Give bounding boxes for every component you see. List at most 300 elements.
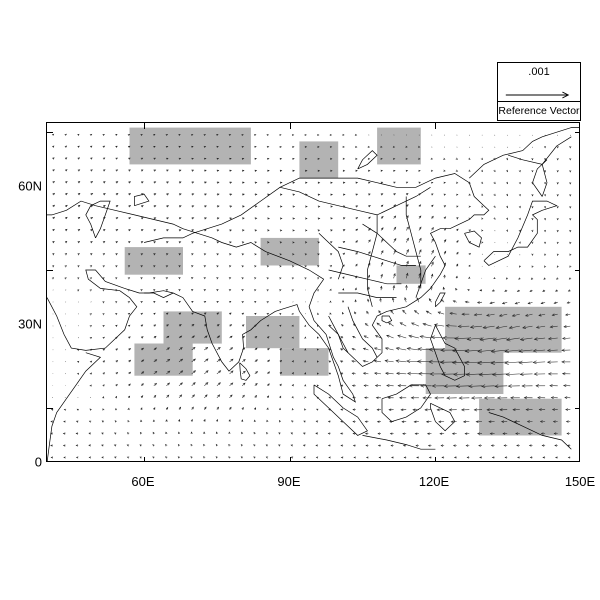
- wind-vector: [407, 347, 419, 350]
- wind-vector: [192, 383, 196, 386]
- wind-vector: [166, 383, 169, 386]
- wind-vector: [216, 444, 218, 446]
- wind-vector: [229, 290, 231, 291]
- wind-vector: [102, 445, 104, 447]
- wind-vector: [532, 218, 534, 220]
- wind-vector: [153, 432, 155, 434]
- wind-vector: [519, 266, 521, 268]
- wind-vector: [506, 218, 507, 220]
- wind-vector: [415, 311, 419, 315]
- wind-vector: [431, 262, 433, 266]
- wind-vector: [242, 266, 244, 268]
- wind-vector: [267, 372, 269, 374]
- wind-vector: [241, 290, 243, 291]
- wind-vector: [431, 158, 433, 159]
- wind-vector: [430, 286, 432, 290]
- wind-vector: [103, 170, 105, 172]
- wind-vector: [391, 310, 394, 314]
- wind-vector: [453, 301, 457, 303]
- wind-vector: [292, 134, 294, 136]
- wind-vector: [254, 146, 256, 148]
- wind-vector: [441, 300, 444, 303]
- wind-vector: [115, 146, 117, 148]
- wind-vector: [255, 360, 258, 362]
- wind-vector: [191, 457, 193, 459]
- wind-vector: [140, 278, 142, 280]
- wind-vector: [166, 230, 168, 232]
- wind-vector: [279, 313, 281, 315]
- wind-vector: [128, 313, 130, 315]
- axis-tick: [435, 123, 436, 129]
- wind-vector: [532, 242, 534, 244]
- wind-vector: [229, 242, 231, 244]
- wind-vector: [115, 266, 117, 268]
- wind-vector: [77, 278, 79, 280]
- wind-vector: [317, 266, 319, 267]
- wind-vector: [426, 311, 431, 314]
- wind-vector: [65, 170, 67, 172]
- wind-vector: [204, 383, 208, 386]
- wind-vector: [166, 278, 168, 280]
- wind-vector: [368, 206, 370, 208]
- wind-vector: [389, 409, 394, 411]
- wind-vector: [367, 299, 369, 302]
- wind-vector: [468, 170, 470, 172]
- wind-vector: [444, 182, 446, 184]
- wind-vector: [230, 325, 232, 327]
- wind-vector: [102, 433, 104, 435]
- wind-vector: [419, 238, 421, 242]
- wind-vector: [394, 239, 396, 243]
- wind-vector: [140, 457, 142, 458]
- wind-vector: [343, 182, 345, 184]
- wind-vector: [530, 457, 532, 459]
- wind-vector: [423, 323, 432, 326]
- wind-vector: [216, 266, 218, 268]
- wind-vector: [53, 205, 55, 207]
- wind-vector: [129, 372, 131, 374]
- wind-vector: [140, 420, 142, 422]
- wind-vector: [254, 278, 256, 280]
- wind-vector: [557, 182, 559, 184]
- wind-vector: [376, 385, 382, 387]
- wind-vector: [191, 290, 193, 292]
- wind-vector: [318, 230, 320, 232]
- wind-vector: [115, 254, 117, 256]
- wind-vector: [387, 384, 394, 386]
- wind-vector: [255, 218, 257, 220]
- wind-vector: [557, 194, 559, 196]
- wind-vector: [388, 397, 394, 399]
- wind-vector: [402, 421, 406, 423]
- wind-vector: [443, 287, 445, 290]
- wind-vector: [178, 278, 180, 279]
- wind-vector: [90, 409, 92, 411]
- wind-vector: [419, 250, 421, 255]
- wind-vector: [115, 314, 117, 316]
- wind-vector: [103, 266, 105, 268]
- wind-vector: [129, 206, 131, 208]
- wind-vector: [52, 278, 54, 280]
- wind-vector: [481, 206, 483, 207]
- wind-vector: [416, 445, 419, 447]
- wind-vector: [341, 457, 343, 459]
- wind-vector: [78, 254, 80, 256]
- significance-box: [479, 399, 561, 436]
- wind-vector: [179, 182, 181, 184]
- axis-tick: [290, 457, 291, 462]
- wind-vector: [330, 218, 332, 220]
- wind-vector: [116, 230, 118, 232]
- wind-vector: [329, 409, 331, 411]
- wind-vector: [129, 349, 131, 351]
- wind-vector: [570, 194, 572, 196]
- wind-vector: [398, 384, 406, 387]
- wind-vector: [465, 433, 469, 435]
- wind-vector: [90, 254, 92, 256]
- map-outline: [533, 160, 548, 197]
- wind-vector: [267, 182, 269, 184]
- wind-vector: [204, 407, 206, 410]
- wind-vector: [550, 384, 558, 387]
- wind-vector: [65, 278, 67, 280]
- wind-vector: [267, 290, 269, 291]
- wind-vector: [229, 254, 231, 256]
- wind-vector: [522, 385, 532, 388]
- wind-vector: [178, 445, 180, 447]
- wind-vector: [90, 314, 92, 316]
- wind-vector: [103, 230, 105, 232]
- wind-vector: [462, 409, 470, 412]
- wind-vector: [255, 348, 257, 350]
- wind-vector: [447, 397, 457, 400]
- wind-vector: [469, 265, 471, 267]
- wind-vector: [356, 206, 358, 208]
- wind-vector: [341, 433, 343, 435]
- wind-vector: [229, 266, 231, 268]
- wind-vector: [91, 302, 92, 303]
- wind-vector: [305, 218, 307, 220]
- wind-vector: [141, 230, 143, 232]
- wind-vector: [255, 372, 258, 374]
- wind-vector: [116, 170, 118, 172]
- wind-vector: [103, 373, 105, 375]
- wind-vector: [154, 325, 156, 327]
- wind-vector: [506, 158, 507, 160]
- wind-vector: [90, 134, 92, 136]
- wind-vector: [390, 433, 393, 435]
- wind-vector: [267, 158, 269, 160]
- wind-vector: [267, 384, 269, 386]
- wind-vector: [355, 312, 357, 314]
- wind-vector: [77, 373, 79, 375]
- wind-vector: [492, 290, 494, 292]
- wind-vector: [291, 457, 293, 459]
- wind-vector: [440, 433, 444, 435]
- wind-vector: [392, 457, 394, 459]
- wind-vector: [544, 218, 546, 220]
- wind-vector: [429, 457, 431, 459]
- wind-vector: [178, 432, 180, 434]
- wind-vector: [217, 395, 220, 398]
- wind-vector: [567, 421, 571, 423]
- wind-vector: [392, 298, 394, 302]
- wind-vector: [394, 250, 396, 254]
- wind-vector: [116, 194, 118, 196]
- wind-vector: [443, 158, 445, 159]
- wind-vector: [64, 457, 66, 459]
- wind-vector: [141, 302, 143, 304]
- wind-vector: [506, 194, 507, 196]
- y-tick-label-60N: 60N: [18, 178, 42, 194]
- wind-vector: [254, 302, 256, 304]
- wind-vector: [115, 421, 117, 423]
- wind-vector: [192, 395, 195, 398]
- map-outline: [367, 215, 377, 307]
- wind-vector: [267, 278, 269, 280]
- wind-vector: [530, 445, 533, 447]
- wind-vector: [116, 372, 118, 374]
- wind-vector: [519, 158, 521, 160]
- wind-vector: [166, 194, 168, 196]
- wind-vector: [329, 457, 331, 459]
- wind-vector: [192, 182, 194, 184]
- wind-vector: [153, 290, 155, 292]
- wind-vector: [330, 289, 331, 291]
- wind-vector: [204, 206, 206, 208]
- wind-vector: [255, 396, 257, 398]
- wind-vector: [532, 170, 534, 172]
- wind-vector: [385, 360, 394, 363]
- x-tick-label-90E: 90E: [277, 474, 301, 489]
- wind-vector: [398, 335, 406, 338]
- significance-box: [280, 348, 329, 376]
- map-outline: [280, 187, 431, 215]
- wind-vector: [317, 313, 319, 315]
- wind-vector: [391, 445, 394, 447]
- wind-vector: [494, 182, 496, 184]
- wind-vector: [381, 274, 383, 278]
- wind-vector: [204, 230, 206, 232]
- x-tick-label-60E: 60E: [131, 474, 155, 489]
- axis-tick: [575, 408, 580, 409]
- wind-vector: [242, 302, 244, 304]
- wind-vector: [127, 457, 129, 458]
- wind-vector: [280, 146, 282, 148]
- wind-vector: [229, 313, 231, 315]
- wind-vector: [406, 170, 408, 172]
- wind-vector: [406, 194, 408, 196]
- wind-vector: [76, 433, 78, 435]
- wind-vector: [153, 313, 155, 315]
- wind-vector: [128, 337, 130, 339]
- wind-vector: [330, 266, 332, 268]
- wind-vector: [353, 421, 356, 423]
- wind-vector: [292, 266, 294, 268]
- wind-vector: [570, 254, 571, 256]
- wind-vector: [53, 181, 55, 183]
- wind-vector: [128, 134, 130, 135]
- wind-vector: [115, 409, 117, 411]
- wind-vector: [408, 372, 419, 375]
- wind-vector: [544, 170, 546, 172]
- wind-vector: [330, 313, 332, 315]
- wind-vector: [469, 253, 471, 255]
- wind-vector: [316, 457, 318, 459]
- wind-vector: [480, 289, 482, 291]
- wind-vector: [481, 218, 483, 219]
- wind-vector: [77, 421, 79, 423]
- wind-vector: [154, 206, 156, 208]
- wind-vector: [89, 433, 91, 435]
- wind-vector: [432, 239, 434, 243]
- map-outline: [435, 293, 445, 307]
- wind-vector: [293, 194, 295, 196]
- wind-vector: [115, 278, 117, 280]
- wind-vector: [63, 433, 65, 435]
- wind-vector: [266, 457, 268, 459]
- wind-vector: [393, 182, 395, 184]
- wind-vector: [254, 266, 256, 268]
- wind-vector: [381, 262, 383, 266]
- wind-vector: [556, 457, 558, 459]
- wind-vector: [229, 420, 231, 422]
- wind-vector: [494, 194, 496, 196]
- wind-vector: [90, 242, 92, 244]
- wind-vector: [89, 445, 91, 447]
- wind-vector: [330, 301, 332, 303]
- wind-vector: [304, 325, 306, 327]
- wind-vector: [102, 421, 104, 423]
- wind-vector: [191, 278, 193, 279]
- map-outline: [338, 247, 416, 265]
- wind-vector: [557, 146, 559, 148]
- wind-vector: [153, 278, 155, 280]
- wind-vector: [230, 395, 233, 398]
- wind-vector: [78, 205, 80, 207]
- wind-vector: [217, 383, 221, 386]
- wind-vector: [570, 146, 572, 148]
- wind-vector: [453, 433, 457, 435]
- wind-vector: [530, 290, 533, 292]
- wind-vector: [65, 266, 67, 268]
- wind-vector: [532, 158, 534, 160]
- wind-vector: [377, 323, 381, 326]
- wind-vector: [431, 216, 433, 218]
- wind-vector: [102, 457, 104, 459]
- wind-vector: [444, 275, 446, 278]
- wind-vector: [242, 383, 245, 386]
- wind-vector: [191, 254, 193, 256]
- wind-vector: [411, 397, 419, 400]
- wind-vector: [355, 264, 357, 266]
- wind-vector: [254, 290, 256, 291]
- wind-vector: [406, 227, 408, 231]
- vector-map-svg: [47, 123, 580, 462]
- wind-vector: [480, 457, 482, 459]
- wind-vector: [178, 420, 180, 422]
- wind-vector: [330, 277, 332, 279]
- wind-vector: [103, 134, 105, 136]
- wind-vector: [230, 182, 232, 184]
- wind-vector: [418, 182, 420, 184]
- wind-vector: [368, 182, 370, 184]
- wind-vector: [53, 217, 55, 219]
- wind-vector: [519, 361, 533, 364]
- wind-vector: [141, 337, 143, 339]
- wind-vector: [393, 274, 395, 279]
- wind-vector: [89, 421, 91, 423]
- wind-vector: [65, 146, 67, 148]
- wind-vector: [65, 229, 67, 231]
- wind-vector: [279, 266, 281, 268]
- wind-vector: [367, 311, 369, 314]
- wind-vector: [481, 158, 483, 160]
- wind-vector: [140, 433, 142, 435]
- wind-vector: [356, 182, 358, 184]
- wind-vector: [505, 290, 507, 292]
- wind-vector: [341, 337, 343, 339]
- wind-vector: [255, 170, 257, 172]
- wind-vector: [544, 206, 546, 208]
- wind-vector: [204, 371, 208, 374]
- wind-vector: [217, 242, 219, 244]
- wind-vector: [563, 373, 571, 376]
- wind-vector: [456, 264, 458, 266]
- wind-vector: [403, 310, 407, 314]
- significance-box: [164, 311, 222, 343]
- wind-vector: [364, 385, 368, 387]
- wind-vector: [129, 182, 131, 184]
- wind-vector: [292, 158, 294, 160]
- wind-vector: [77, 266, 79, 268]
- wind-vector: [481, 194, 483, 196]
- wind-vector: [503, 302, 508, 304]
- map-outline: [134, 194, 149, 206]
- wind-vector: [341, 349, 344, 351]
- wind-vector: [254, 432, 256, 434]
- wind-vector: [78, 158, 80, 160]
- wind-vector: [216, 457, 218, 459]
- map-outline: [338, 293, 396, 298]
- wind-vector: [128, 408, 130, 410]
- wind-vector: [454, 445, 457, 447]
- wind-vector: [318, 218, 320, 220]
- wind-vector: [280, 194, 282, 196]
- wind-vector: [356, 218, 358, 220]
- wind-vector: [305, 182, 307, 184]
- map-outline: [484, 201, 557, 265]
- wind-vector: [557, 218, 559, 220]
- wind-vector: [404, 457, 406, 459]
- wind-vector: [378, 433, 381, 435]
- wind-vector: [280, 384, 282, 386]
- wind-vector: [551, 397, 557, 399]
- wind-vector: [293, 302, 294, 303]
- wind-vector: [449, 409, 456, 412]
- wind-vector: [568, 290, 570, 292]
- wind-vector: [355, 146, 357, 148]
- wind-vector: [293, 206, 295, 208]
- wind-vector: [267, 206, 269, 208]
- axis-tick: [47, 270, 53, 271]
- wind-vector: [562, 349, 570, 352]
- wind-vector: [417, 457, 419, 459]
- wind-vector: [204, 182, 206, 184]
- wind-vector: [317, 278, 319, 280]
- wind-vector: [166, 445, 168, 447]
- wind-vector: [403, 433, 406, 435]
